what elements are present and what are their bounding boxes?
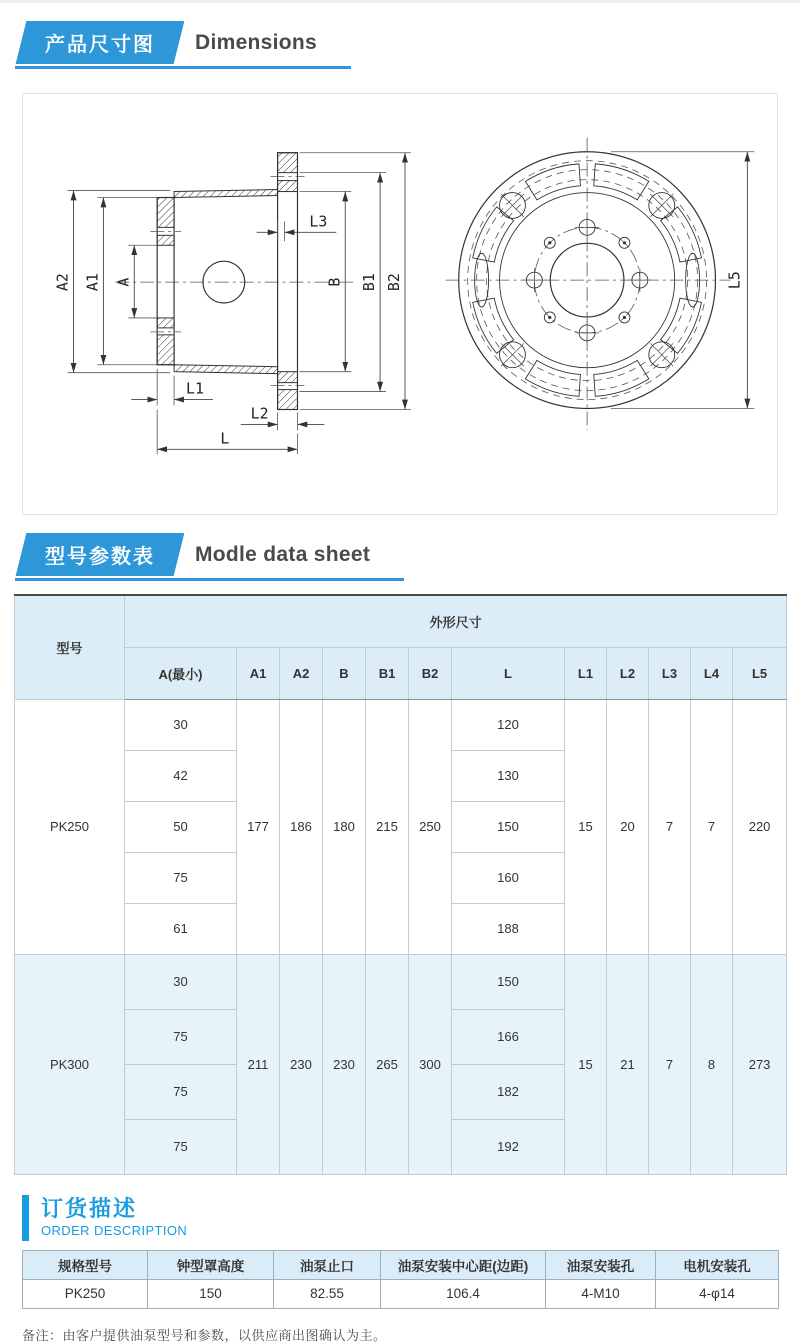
spec-cell: 177 (237, 699, 280, 954)
spec-cell: 180 (323, 699, 366, 954)
spec-header-group: 外形尺寸 (125, 595, 787, 647)
spec-col-header: A2 (280, 647, 323, 699)
spec-cell: 273 (733, 954, 787, 1174)
spec-cell: 75 (125, 1119, 237, 1174)
spec-col-header: L5 (733, 647, 787, 699)
table-row (23, 1279, 779, 1308)
order-cell: 4-M10 (546, 1279, 656, 1308)
spec-col-header: A(最小) (125, 647, 237, 699)
spec-cell: 75 (125, 852, 237, 903)
spec-col-header: B (323, 647, 366, 699)
spec-cell: 166 (452, 1009, 565, 1064)
dim-label-l: L (220, 429, 230, 448)
dim-label-l1: L1 (185, 379, 204, 398)
spec-cell: 15 (565, 954, 607, 1174)
datasheet-tag-badge (16, 533, 185, 576)
spec-cell: 42 (125, 750, 237, 801)
side-view-drawing (54, 153, 411, 455)
spec-cell: 230 (323, 954, 366, 1174)
footnote: 备注：由客户提供油泵型号和参数，以供应商出图确认为主。 (22, 1327, 387, 1343)
spec-cell: 15 (565, 699, 607, 954)
spec-cell: 220 (733, 699, 787, 954)
spec-cell: 30 (125, 699, 237, 750)
order-table (22, 1250, 779, 1309)
order-cell: 4-φ14 (656, 1279, 779, 1308)
order-cell: 106.4 (381, 1279, 546, 1308)
spec-header-model: 型号 (15, 595, 125, 699)
dim-label-l5: L5 (725, 271, 744, 290)
front-view-drawing (446, 138, 755, 431)
dimensions-drawing-panel (22, 93, 778, 515)
table-row (15, 699, 787, 750)
spec-cell: 211 (237, 954, 280, 1174)
order-title-zh: 订货描述 (41, 1195, 138, 1221)
order-title-en: ORDER DESCRIPTION (41, 1223, 188, 1239)
dim-label-b: B (325, 277, 344, 287)
dimensions-tag-text: 产品尺寸图 (45, 34, 155, 56)
order-col-header: 油泵安装中心距(边距) (381, 1250, 546, 1279)
table-row (23, 1250, 779, 1279)
spec-cell: 21 (607, 954, 649, 1174)
spec-col-header: L (452, 647, 565, 699)
spec-cell: 188 (452, 903, 565, 954)
order-cell: PK250 (23, 1279, 148, 1308)
order-col-header: 电机安装孔 (656, 1250, 779, 1279)
spec-cell: 230 (280, 954, 323, 1174)
spec-cell: 61 (125, 903, 237, 954)
spec-cell: 186 (280, 699, 323, 954)
datasheet-title-en: Modle data sheet (195, 542, 371, 566)
spec-col-header: L1 (565, 647, 607, 699)
dim-label-l3: L3 (309, 212, 328, 231)
dim-label-l2: L2 (250, 404, 269, 423)
spec-col-header: A1 (237, 647, 280, 699)
table-row (15, 954, 787, 1009)
spec-cell: 30 (125, 954, 237, 1009)
spec-cell: 250 (409, 699, 452, 954)
spec-cell: 75 (125, 1064, 237, 1119)
spec-cell: 7 (649, 954, 691, 1174)
order-cell: 82.55 (274, 1279, 381, 1308)
dim-label-a: A (114, 277, 133, 287)
spec-cell: 300 (409, 954, 452, 1174)
spec-cell: 120 (452, 699, 565, 750)
spec-table (14, 594, 787, 1175)
spec-col-header: L2 (607, 647, 649, 699)
spec-cell-model: PK300 (15, 954, 125, 1174)
spec-cell: 265 (366, 954, 409, 1174)
spec-cell: 192 (452, 1119, 565, 1174)
dimensions-header-wrap (15, 21, 351, 69)
spec-cell: 7 (691, 699, 733, 954)
dimensions-tag-badge (16, 21, 185, 64)
order-col-header: 规格型号 (23, 1250, 148, 1279)
datasheet-tag-text: 型号参数表 (45, 546, 155, 568)
section-header-dimensions (15, 21, 800, 69)
dim-label-a2: A2 (53, 273, 72, 292)
dim-label-a1: A1 (83, 273, 102, 292)
spec-cell: 160 (452, 852, 565, 903)
spec-col-header: L3 (649, 647, 691, 699)
spec-cell: 215 (366, 699, 409, 954)
section-header-datasheet (15, 533, 800, 581)
order-col-header: 钟型罩高度 (148, 1250, 274, 1279)
technical-drawing (23, 94, 777, 514)
dim-label-b1: B1 (360, 273, 379, 292)
spec-col-header: L4 (691, 647, 733, 699)
spec-col-header: B1 (366, 647, 409, 699)
spec-cell: 182 (452, 1064, 565, 1119)
spec-cell: 75 (125, 1009, 237, 1064)
spec-cell-model: PK250 (15, 699, 125, 954)
datasheet-header-wrap (15, 533, 404, 581)
spec-cell: 8 (691, 954, 733, 1174)
order-col-header: 油泵安装孔 (546, 1250, 656, 1279)
spec-cell: 130 (452, 750, 565, 801)
spec-cell: 7 (649, 699, 691, 954)
spec-cell: 20 (607, 699, 649, 954)
spec-col-header: B2 (409, 647, 452, 699)
dimensions-title-en: Dimensions (195, 30, 318, 54)
order-col-header: 油泵止口 (274, 1250, 381, 1279)
dim-label-b2: B2 (385, 273, 404, 292)
spec-cell: 50 (125, 801, 237, 852)
section-header-order (22, 1195, 800, 1241)
spec-cell: 150 (452, 801, 565, 852)
spec-cell: 150 (452, 954, 565, 1009)
top-divider (0, 0, 800, 3)
order-cell: 150 (148, 1279, 274, 1308)
